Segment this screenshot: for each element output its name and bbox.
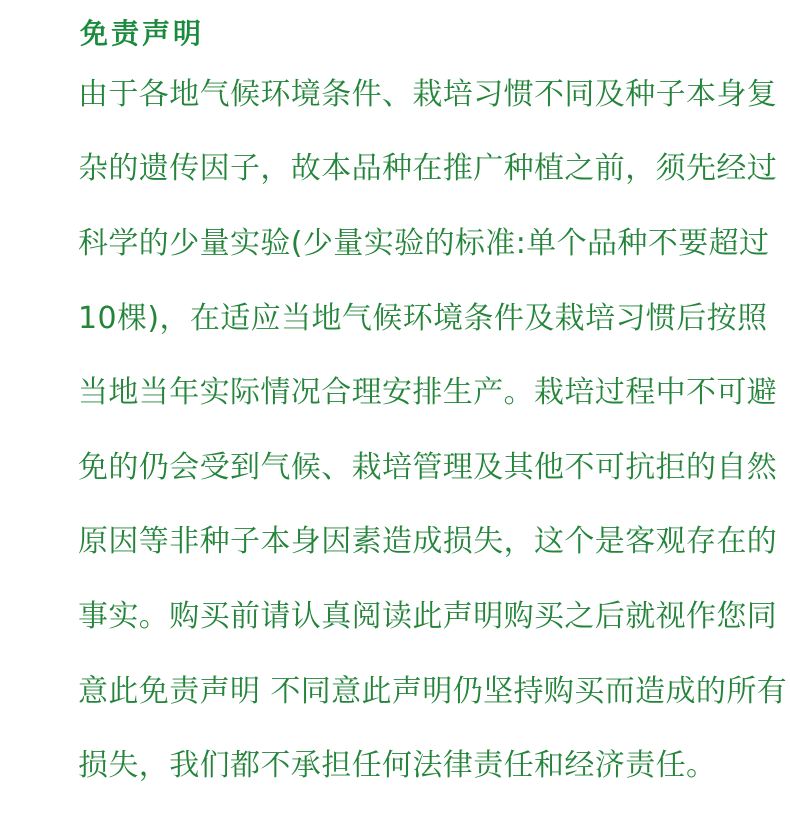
disclaimer-line: 杂的遗传因子，故本品种在推广种植之前，须先经过 [78,151,778,186]
disclaimer-line: 原因等非种子本身因素造成损失，这个是客观存在的 [78,524,778,559]
disclaimer-line: 事实。购买前请认真阅读此声明购买之后就视作您同 [78,599,778,634]
disclaimer-line: 科学的少量实验(少量实验的标准:单个品种不要超过 [78,226,770,261]
disclaimer-line: 意此免责声明 不同意此声明仍坚持购买而造成的所有 [78,674,788,709]
disclaimer-line: 10棵)，在适应当地气候环境条件及栽培习惯后按照 [78,301,768,336]
disclaimer-line: 当地当年实际情况合理安排生产。栽培过程中不可避 [78,375,778,410]
disclaimer-line: 免的仍会受到气候、栽培管理及其他不可抗拒的自然 [78,450,778,485]
disclaimer-line: 由于各地气候环境条件、栽培习惯不同及种子本身复 [78,77,778,112]
disclaimer-title: 免责声明 [80,17,205,50]
disclaimer-line: 损失，我们都不承担任何法律责任和经济责任。 [78,748,717,783]
